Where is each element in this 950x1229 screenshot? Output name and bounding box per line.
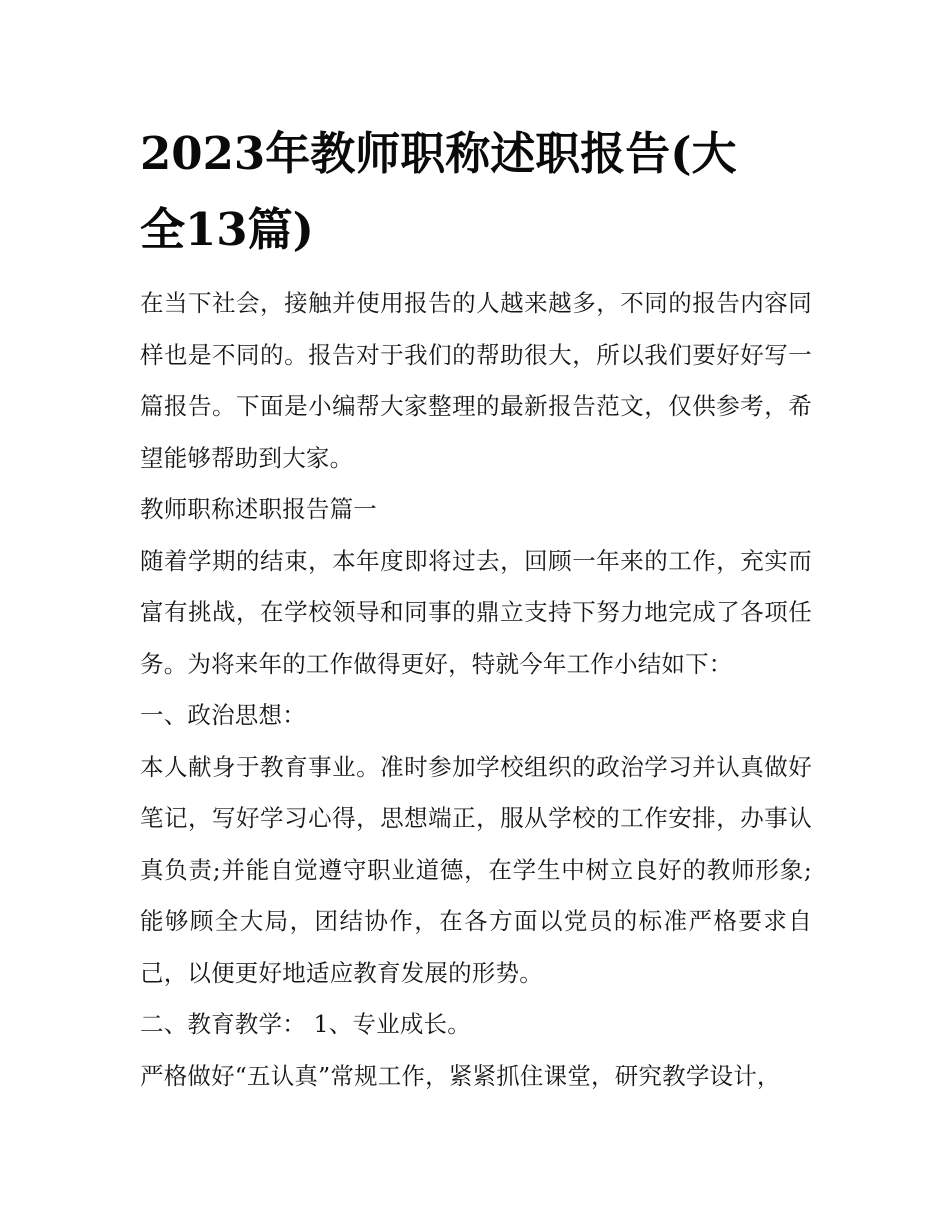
document-body — [140, 278, 812, 1102]
section-heading-part-one: 教师职称述职报告篇一 — [140, 495, 377, 523]
intro-paragraph: 在当下社会，接触并使用报告的人越来越多，不同的报告内容同样也是不同的。报告对于我们的帮助很大，所以我们要好好写一篇报告。下面是小编帮大家整理的最新报告范文，仅供参考，希望能够帮助到大家。 — [140, 289, 812, 472]
body-paragraph: 本人献身于教育事业。准时参加学校组织的政治学习并认真做好笔记，写好学习心得，思想端正，服从学校的工作安排，办事认真负责;并能自觉遵守职业道德，在学生中树立良好的教师形象;能够顾全大局，团结协作，在各方面以党员的标准严格要求自己，以便更好地适应教育发展的形势。 — [140, 752, 812, 987]
subsection-heading-politics: 一、政治思想： — [140, 701, 306, 729]
subsection-heading-teaching: 二、教育教学： 1、专业成长。 — [140, 1010, 471, 1038]
body-paragraph: 随着学期的结束，本年度即将过去，回顾一年来的工作，充实而富有挑战，在学校领导和同事的鼎立支持下努力地完成了各项任务。为将来年的工作做得更好，特就今年工作小结如下： — [140, 546, 812, 678]
document-title-line-2: 全13篇) — [140, 203, 314, 256]
document-title — [140, 116, 812, 268]
document-content — [140, 116, 812, 1102]
body-paragraph: 严格做好“五认真”常规工作，紧紧抓住课堂，研究教学设计， — [140, 1061, 781, 1090]
document-title-line-1: 2023年教师职称述职报告(大 — [140, 127, 737, 180]
